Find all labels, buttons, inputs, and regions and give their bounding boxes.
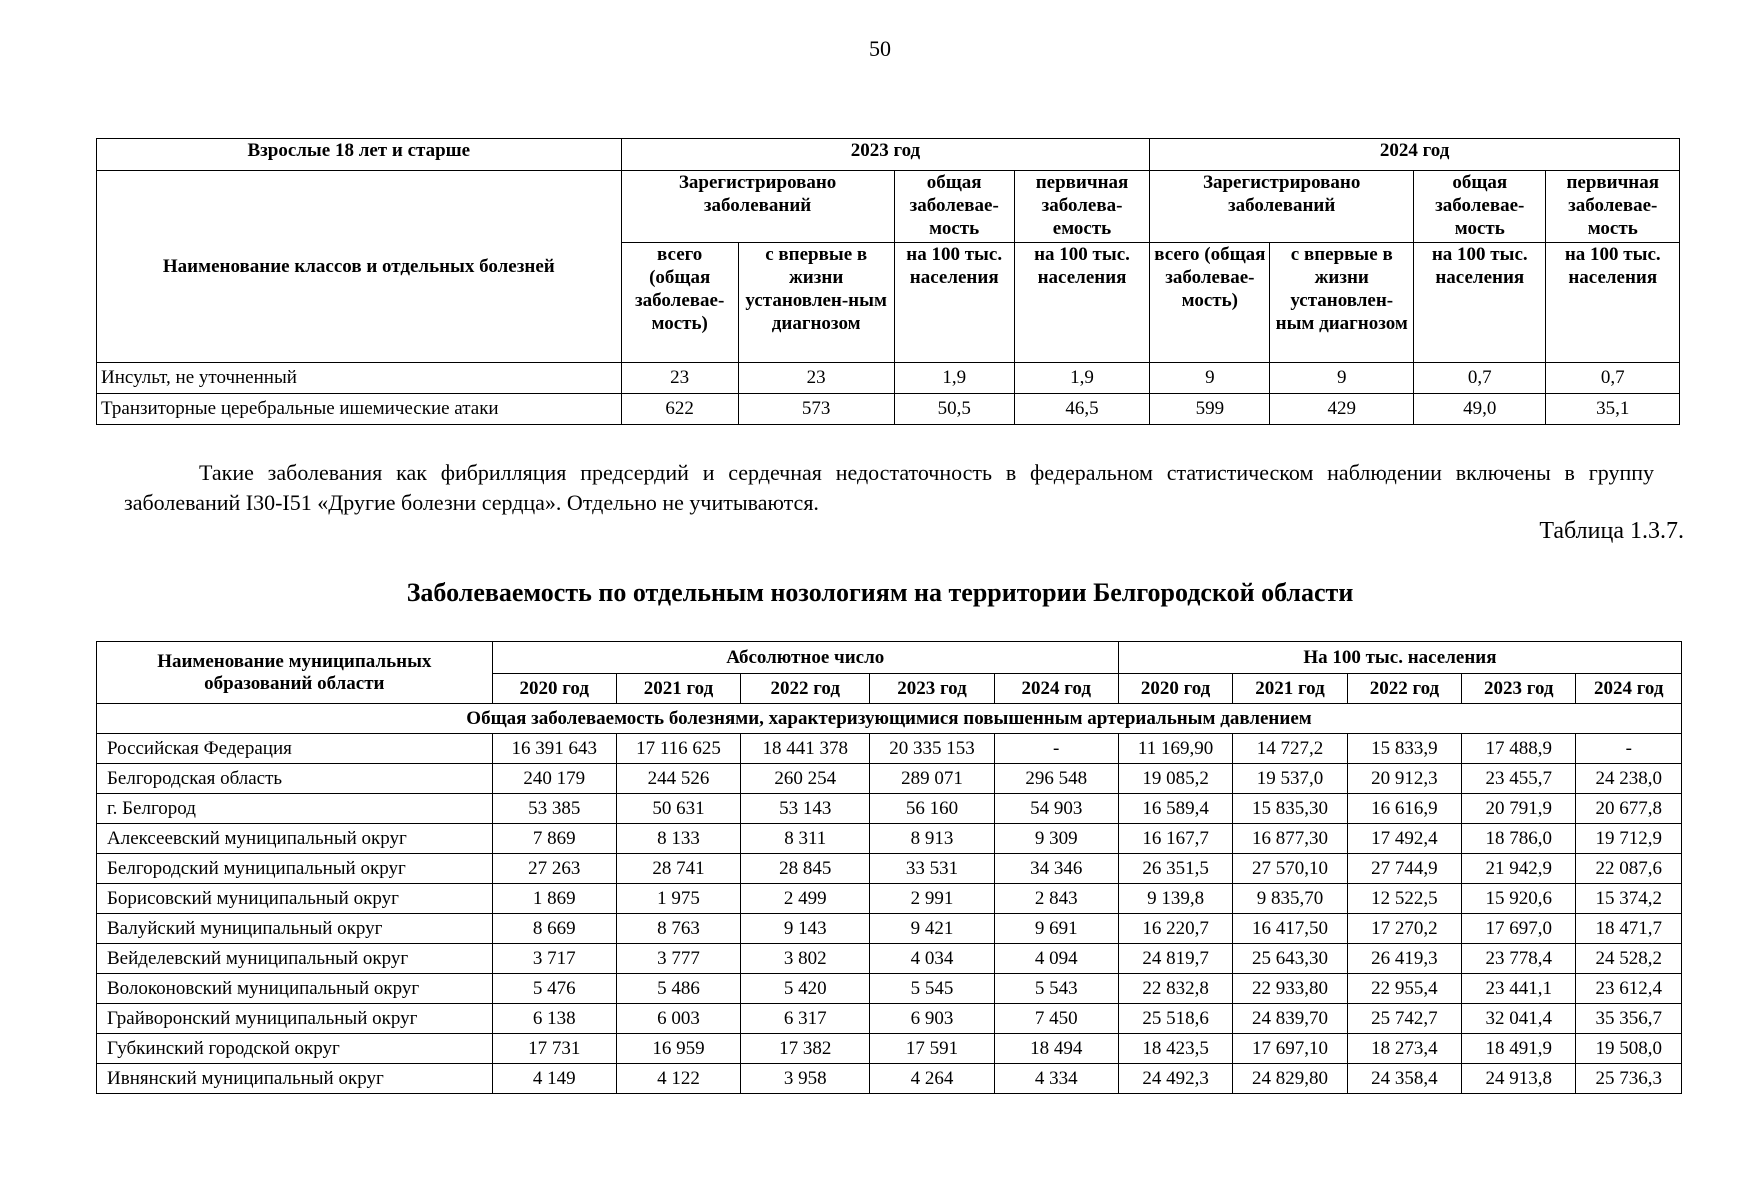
table-cell: 8 311: [741, 824, 870, 854]
table-cell: 4 334: [994, 1064, 1118, 1094]
table-row: [97, 1064, 1682, 1094]
table-cell: 33 531: [870, 854, 994, 884]
table-cell: 3 958: [741, 1064, 870, 1094]
disease-name: Транзиторные церебральные ишемические атаки: [97, 394, 622, 425]
stroke-table: [96, 138, 1680, 425]
table-cell: 15 833,9: [1347, 734, 1461, 764]
table-cell: 23: [621, 363, 738, 394]
table-cell: 4 122: [616, 1064, 740, 1094]
table-cell: 25 736,3: [1576, 1064, 1682, 1094]
table-cell: 12 522,5: [1347, 884, 1461, 914]
year-header: 2021 год: [616, 674, 740, 704]
total-header-2023: всего (общая заболевае-мость): [621, 243, 738, 363]
table-cell: 18 441 378: [741, 734, 870, 764]
table-cell: 14 727,2: [1233, 734, 1347, 764]
year-header: 2020 год: [1118, 674, 1232, 704]
table-cell: 17 591: [870, 1034, 994, 1064]
table-cell: 16 877,30: [1233, 824, 1347, 854]
per100k-primary-2024: на 100 тыс. населения: [1546, 243, 1680, 363]
table-cell: 24 913,8: [1462, 1064, 1576, 1094]
table-cell: 18 786,0: [1462, 824, 1576, 854]
municipality-name: Ивнянский муниципальный округ: [97, 1064, 493, 1094]
table-row: [97, 824, 1682, 854]
table-row: [97, 854, 1682, 884]
table-cell: 27 570,10: [1233, 854, 1347, 884]
table-number: Таблица 1.3.7.: [1539, 518, 1684, 544]
table-cell: 19 508,0: [1576, 1034, 1682, 1064]
year-header: 2024 год: [1576, 674, 1682, 704]
table-title: Заболеваемость по отдельным нозологиям на территории Белгородской области: [406, 578, 1354, 607]
table-cell: 27 744,9: [1347, 854, 1461, 884]
table-cell: 18 423,5: [1118, 1034, 1232, 1064]
table-cell: 18 494: [994, 1034, 1118, 1064]
table-cell: 3 717: [492, 944, 616, 974]
table-cell: 8 913: [870, 824, 994, 854]
per100k-general-2024: на 100 тыс. населения: [1414, 243, 1546, 363]
table-cell: 244 526: [616, 764, 740, 794]
table-cell: 20 335 153: [870, 734, 994, 764]
table-cell: 1,9: [894, 363, 1014, 394]
table-cell: 1,9: [1014, 363, 1149, 394]
table-cell: 5 543: [994, 974, 1118, 1004]
table-cell: 15 835,30: [1233, 794, 1347, 824]
table-cell: 7 450: [994, 1004, 1118, 1034]
table-cell: 20 677,8: [1576, 794, 1682, 824]
table-cell: 8 763: [616, 914, 740, 944]
table-cell: 28 741: [616, 854, 740, 884]
table-cell: 6 138: [492, 1004, 616, 1034]
table-cell: 50 631: [616, 794, 740, 824]
disease-name-header: Наименование классов и отдельных болезней: [97, 171, 622, 363]
table-cell: 17 488,9: [1462, 734, 1576, 764]
table-cell: 28 845: [741, 854, 870, 884]
table-cell: 17 697,10: [1233, 1034, 1347, 1064]
table-cell: 622: [621, 394, 738, 425]
table-cell: 53 143: [741, 794, 870, 824]
table-cell: 3 777: [616, 944, 740, 974]
table-cell: 260 254: [741, 764, 870, 794]
table-cell: 11 169,90: [1118, 734, 1232, 764]
table-cell: 26 351,5: [1118, 854, 1232, 884]
municipality-name: Валуйский муниципальный округ: [97, 914, 493, 944]
year-header: 2020 год: [492, 674, 616, 704]
table-cell: 2 499: [741, 884, 870, 914]
municipality-name: Губкинский городской округ: [97, 1034, 493, 1064]
table-cell: 24 829,80: [1233, 1064, 1347, 1094]
table-cell: 16 616,9: [1347, 794, 1461, 824]
year-header: 2022 год: [1347, 674, 1461, 704]
first-header-2024: с впервые в жизни установлен-ным диагнозом: [1270, 243, 1414, 363]
table-cell: 9: [1270, 363, 1414, 394]
table-cell: 2 843: [994, 884, 1118, 914]
total-header-2024: всего (общая заболевае-мость): [1150, 243, 1270, 363]
table-cell: 0,7: [1414, 363, 1546, 394]
table-cell: 25 518,6: [1118, 1004, 1232, 1034]
table-cell: 46,5: [1014, 394, 1149, 425]
table-cell: 18 471,7: [1576, 914, 1682, 944]
table-row: [97, 884, 1682, 914]
table-cell: 15 920,6: [1462, 884, 1576, 914]
table-cell: 9 309: [994, 824, 1118, 854]
general-header-2024: общая заболевае-мость: [1414, 171, 1546, 243]
table-cell: 16 959: [616, 1034, 740, 1064]
table-cell: 23 778,4: [1462, 944, 1576, 974]
municipality-name: Белгородская область: [97, 764, 493, 794]
table-cell: 22 832,8: [1118, 974, 1232, 1004]
table-cell: 4 264: [870, 1064, 994, 1094]
absolute-header: Абсолютное число: [492, 642, 1118, 674]
table-cell: 17 116 625: [616, 734, 740, 764]
table-cell: -: [994, 734, 1118, 764]
table-cell: 17 697,0: [1462, 914, 1576, 944]
table-cell: 49,0: [1414, 394, 1546, 425]
table-cell: 24 358,4: [1347, 1064, 1461, 1094]
table-cell: 296 548: [994, 764, 1118, 794]
year-header: 2023 год: [870, 674, 994, 704]
registered-header-2024: Зарегистрировано заболеваний: [1150, 171, 1414, 243]
table-cell: 16 167,7: [1118, 824, 1232, 854]
table-cell: 9: [1150, 363, 1270, 394]
table-row: [97, 974, 1682, 1004]
table-cell: 56 160: [870, 794, 994, 824]
table-cell: 17 492,4: [1347, 824, 1461, 854]
table-row: [97, 914, 1682, 944]
municipality-name: Волоконовский муниципальный округ: [97, 974, 493, 1004]
table-cell: 34 346: [994, 854, 1118, 884]
municipality-name: Белгородский муниципальный округ: [97, 854, 493, 884]
municipality-name: Грайворонский муниципальный округ: [97, 1004, 493, 1034]
municipality-name: Российская Федерация: [97, 734, 493, 764]
table-cell: 0,7: [1546, 363, 1680, 394]
table-cell: 17 731: [492, 1034, 616, 1064]
table-cell: 9 139,8: [1118, 884, 1232, 914]
table-cell: 4 094: [994, 944, 1118, 974]
group-header: Взрослые 18 лет и старше: [97, 139, 622, 171]
table-cell: 7 869: [492, 824, 616, 854]
table-cell: 19 712,9: [1576, 824, 1682, 854]
table-cell: 5 420: [741, 974, 870, 1004]
year-header: 2023 год: [1462, 674, 1576, 704]
table-row: [97, 794, 1682, 824]
note-paragraph: Такие заболевания как фибрилляция предсердий и сердечная недостаточность в федеральном статистическом наблюдении включены в группу заболеваний I30-I51 «Другие болезни сердца». Отдельно не учитываются.: [124, 460, 1654, 515]
table-cell: 4 034: [870, 944, 994, 974]
table-row: [97, 764, 1682, 794]
table-cell: 24 492,3: [1118, 1064, 1232, 1094]
table-cell: 22 955,4: [1347, 974, 1461, 1004]
table-cell: 4 149: [492, 1064, 616, 1094]
year-header: 2022 год: [741, 674, 870, 704]
table-cell: 5 486: [616, 974, 740, 1004]
table-cell: 23 612,4: [1576, 974, 1682, 1004]
table-cell: 8 669: [492, 914, 616, 944]
table-cell: 26 419,3: [1347, 944, 1461, 974]
year-header-2023: 2023 год: [621, 139, 1150, 171]
table-cell: 1 869: [492, 884, 616, 914]
table-cell: 23: [738, 363, 894, 394]
table-cell: 9 421: [870, 914, 994, 944]
table-cell: 25 643,30: [1233, 944, 1347, 974]
table-cell: 9 691: [994, 914, 1118, 944]
section-row: Общая заболеваемость болезнями, характеризующимися повышенным артериальным давлением: [97, 704, 1682, 734]
table-cell: 16 391 643: [492, 734, 616, 764]
table-cell: 5 545: [870, 974, 994, 1004]
table-row: [97, 1034, 1682, 1064]
table-cell: 22 087,6: [1576, 854, 1682, 884]
table-cell: 6 003: [616, 1004, 740, 1034]
table-row: [97, 394, 1680, 425]
table-cell: 9 835,70: [1233, 884, 1347, 914]
table-cell: 24 528,2: [1576, 944, 1682, 974]
primary-header-2024: первичная заболевае-мость: [1546, 171, 1680, 243]
table-cell: 35,1: [1546, 394, 1680, 425]
table-cell: 32 041,4: [1462, 1004, 1576, 1034]
table-row: [97, 1004, 1682, 1034]
table-cell: 24 819,7: [1118, 944, 1232, 974]
table-cell: -: [1576, 734, 1682, 764]
table-cell: 5 476: [492, 974, 616, 1004]
table-row: [97, 734, 1682, 764]
table-cell: 2 991: [870, 884, 994, 914]
table-cell: 53 385: [492, 794, 616, 824]
table-cell: 19 537,0: [1233, 764, 1347, 794]
table-cell: 15 374,2: [1576, 884, 1682, 914]
table-cell: 23 441,1: [1462, 974, 1576, 1004]
table-cell: 1 975: [616, 884, 740, 914]
hypertension-table: [96, 641, 1682, 1094]
table-cell: 54 903: [994, 794, 1118, 824]
year-header-2024: 2024 год: [1150, 139, 1680, 171]
table-cell: 19 085,2: [1118, 764, 1232, 794]
table-cell: 18 273,4: [1347, 1034, 1461, 1064]
table-cell: 289 071: [870, 764, 994, 794]
municipality-header: Наименование муниципальных образований области: [97, 642, 493, 704]
year-header: 2021 год: [1233, 674, 1347, 704]
table-cell: 16 417,50: [1233, 914, 1347, 944]
table-cell: 18 491,9: [1462, 1034, 1576, 1064]
table-cell: 240 179: [492, 764, 616, 794]
table-cell: 25 742,7: [1347, 1004, 1461, 1034]
table-cell: 24 238,0: [1576, 764, 1682, 794]
municipality-name: г. Белгород: [97, 794, 493, 824]
table-cell: 599: [1150, 394, 1270, 425]
table-cell: 22 933,80: [1233, 974, 1347, 1004]
disease-name: Инсульт, не уточненный: [97, 363, 622, 394]
table-cell: 3 802: [741, 944, 870, 974]
table-cell: 17 382: [741, 1034, 870, 1064]
table-cell: 35 356,7: [1576, 1004, 1682, 1034]
table-cell: 20 791,9: [1462, 794, 1576, 824]
table-cell: 21 942,9: [1462, 854, 1576, 884]
table-cell: 6 317: [741, 1004, 870, 1034]
per100k-header: На 100 тыс. населения: [1118, 642, 1681, 674]
first-header-2023: с впервые в жизни установлен-ным диагнозом: [738, 243, 894, 363]
table-cell: 9 143: [741, 914, 870, 944]
registered-header-2023: Зарегистрировано заболеваний: [621, 171, 894, 243]
table-cell: 24 839,70: [1233, 1004, 1347, 1034]
year-header: 2024 год: [994, 674, 1118, 704]
table-cell: 23 455,7: [1462, 764, 1576, 794]
table-cell: 50,5: [894, 394, 1014, 425]
table-cell: 27 263: [492, 854, 616, 884]
municipality-name: Борисовский муниципальный округ: [97, 884, 493, 914]
table-cell: 573: [738, 394, 894, 425]
table-cell: 16 220,7: [1118, 914, 1232, 944]
table-row: [97, 363, 1680, 394]
general-header-2023: общая заболевае-мость: [894, 171, 1014, 243]
table-cell: 6 903: [870, 1004, 994, 1034]
table-cell: 20 912,3: [1347, 764, 1461, 794]
table-cell: 16 589,4: [1118, 794, 1232, 824]
table-cell: 17 270,2: [1347, 914, 1461, 944]
per100k-primary-2023: на 100 тыс. населения: [1014, 243, 1149, 363]
table-cell: 8 133: [616, 824, 740, 854]
primary-header-2023: первичная заболева-емость: [1014, 171, 1149, 243]
table-row: [97, 944, 1682, 974]
per100k-general-2023: на 100 тыс. населения: [894, 243, 1014, 363]
table-cell: 429: [1270, 394, 1414, 425]
municipality-name: Алексеевский муниципальный округ: [97, 824, 493, 854]
page-number: 50: [869, 36, 891, 61]
municipality-name: Вейделевский муниципальный округ: [97, 944, 493, 974]
